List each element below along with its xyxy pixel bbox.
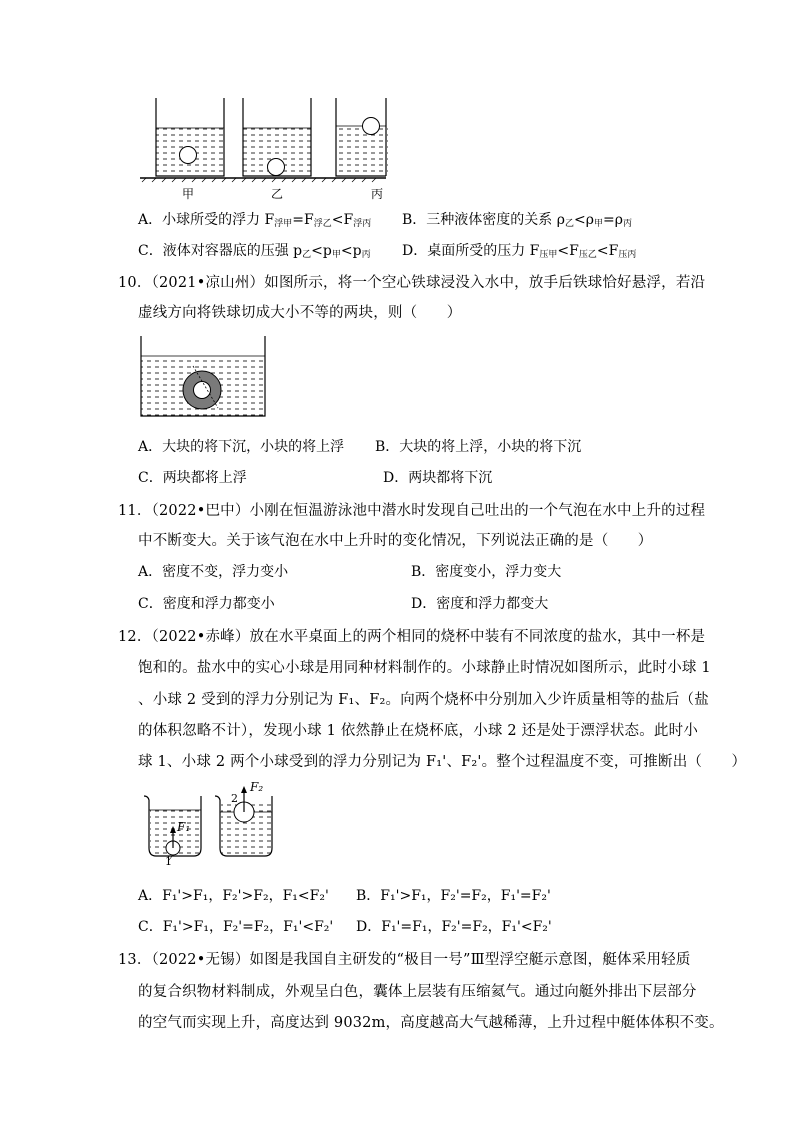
q11-stem-line1: 11．（2022•巴中）小刚在恒温游泳池中潜水时发现自己吐出的一个气泡在水中上升的过程	[118, 503, 706, 519]
q11-stem-line2: 中不断变大。关于该气泡在水中上升时的变化情况，下列说法正确的是（ ）	[138, 533, 653, 549]
q10-option-d[interactable]: D．两块都将下沉	[383, 470, 493, 486]
q12-stem-line1: 12．（2022•赤峰）放在水平桌面上的两个相同的烧杯中装有不同浓度的盐水，其中一杯是	[118, 629, 706, 645]
q9-option-c[interactable]: C．液体对容器底的压强 $p_乙<p_甲<p_丙$	[138, 243, 371, 260]
figure-label-ball1: 1	[165, 855, 172, 868]
q12-option-a[interactable]: A．F₁'>F₁，F₂'>F₂，F₁<F₂'	[138, 888, 329, 904]
q9-option-b[interactable]: B．三种液体密度的关系 $\rho_乙<\rho_甲=\rho_丙$	[402, 212, 632, 229]
figure-three-containers	[138, 96, 388, 186]
q10-option-b[interactable]: B．大块的将上浮，小块的将下沉	[375, 439, 582, 455]
figure-label-yi: 乙	[271, 187, 284, 201]
q10-stem-line2: 虚线方向将铁球切成大小不等的两块，则（ ）	[138, 305, 462, 321]
q12-stem-line2: 饱和的。盐水中的实心小球是用同种材料制作的。小球静止时情况如图所示，此时小球 1	[138, 660, 711, 676]
q12-stem-line3: 、小球 2 受到的浮力分别记为 F₁、F₂。向两个烧杯中分别加入少许质量相等的盐后（盐	[138, 692, 709, 708]
q11-option-d[interactable]: D．密度和浮力都变大	[411, 596, 549, 612]
figure-label-jia: 甲	[182, 187, 195, 201]
q10-stem-line1: 10．（2021•凉山州）如图所示，将一个空心铁球浸没入水中，放手后铁球恰好悬浮，若沿	[118, 275, 706, 291]
q11-option-c[interactable]: C．密度和浮力都变小	[138, 596, 275, 612]
q12-stem-line5: 球 1、小球 2 两个小球受到的浮力分别记为 F₁'、F₂'。整个过程温度不变，可推断出（ ）	[138, 754, 747, 770]
figure-two-beakers	[138, 778, 298, 870]
figure-label-bing: 丙	[371, 187, 384, 201]
q13-stem-line1: 13．（2022•无锡）如图是我国自主研发的“极目一号”Ⅲ型浮空艇示意图，艇体采用轻质	[118, 952, 691, 968]
q10-option-c[interactable]: C．两块都将上浮	[138, 470, 247, 486]
q13-stem-line2: 的复合织物材料制成，外观呈白色，囊体上层装有压缩氦气。通过向艇外排出下层部分	[138, 984, 697, 1000]
q12-option-d[interactable]: D．F₁'=F₁，F₂'=F₂，F₁'<F₂'	[356, 919, 552, 935]
q12-option-b[interactable]: B．F₁'>F₁，F₂'=F₂，F₁'=F₂'	[356, 888, 551, 904]
figure-hollow-iron-ball	[138, 334, 268, 420]
q9-option-d[interactable]: D．桌面所受的压力 $F_{压甲}<F_{压乙}<F_{压丙}$	[402, 243, 637, 260]
q10-option-a[interactable]: A．大块的将下沉，小块的将上浮	[138, 439, 345, 455]
q13-stem-line3: 的空气而实现上升，高度达到 9032m，高度越高大气越稀薄，上升过程中艇体体积不变。	[138, 1015, 724, 1031]
figure-label-f2: F₂	[250, 780, 264, 794]
q11-option-b[interactable]: B．密度变小，浮力变大	[411, 564, 562, 580]
q9-option-a[interactable]: A．小球所受的浮力 $F_{浮甲}=F_{浮乙}<F_{浮丙}$	[138, 212, 372, 229]
q12-stem-line4: 的体积忽略不计），发现小球 1 依然静止在烧杯底，小球 2 还是处于漂浮状态。此时小	[138, 723, 699, 739]
q12-option-c[interactable]: C．F₁'>F₁，F₂'=F₂，F₁'<F₂'	[138, 919, 334, 935]
q11-option-a[interactable]: A．密度不变，浮力变小	[138, 564, 289, 580]
figure-label-f1: F₁	[177, 820, 191, 834]
figure-label-ball2: 2	[231, 792, 238, 805]
